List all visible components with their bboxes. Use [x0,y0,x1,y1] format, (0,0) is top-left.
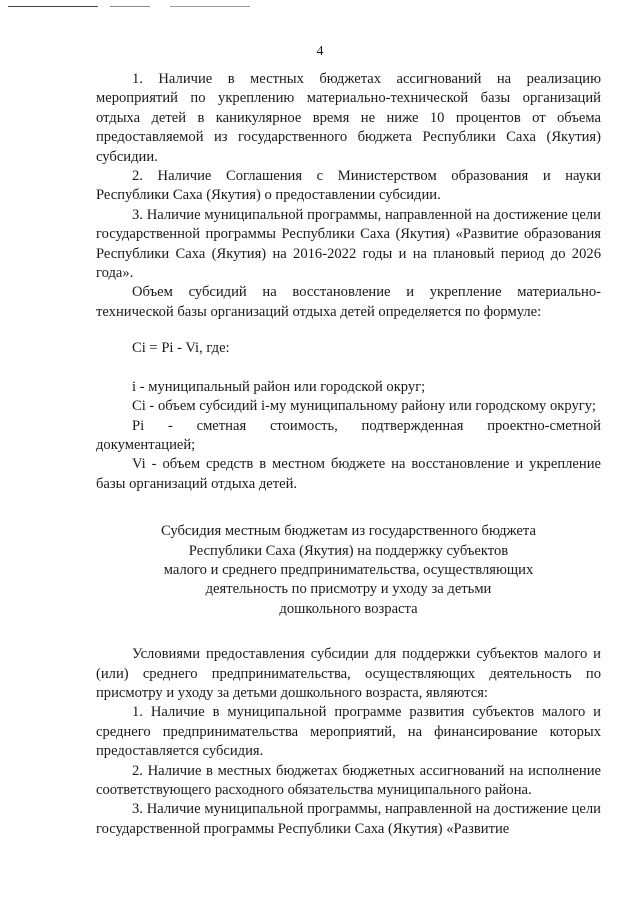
section-heading-line: Субсидия местным бюджетам из государственного бюджета [161,523,536,540]
paragraph-condition-1: 1. Наличие в местных бюджетах ассигнований на реализацию мероприятий по укреплению материально-технической базы организаций отдыха детей в каникулярное время не ниже 10 процентов от объема предоставляемой из государственного бюджета Республики Саха (Якутия) субсидии. [96,71,601,165]
paragraph-sme-condition-2: 2. Наличие в местных бюджетах бюджетных ассигнований на исполнение соответствующего расходного обязательства муниципального района. [96,762,601,798]
document-body [96,70,601,839]
definition-vi: Vi - объем средств в местном бюджете на восстановление и укрепление базы организаций отдыха детей. [96,456,601,492]
section-heading [96,522,601,619]
paragraph-sme-condition-1: 1. Наличие в муниципальной программе развития субъектов малого и среднего предпринимательства мероприятий, на финансирование которых предоставляется субсидия. [96,704,601,760]
definition-ci: Ci - объем субсидий i-му муниципальному району или городскому округу; [132,398,596,415]
scan-artifact-line [170,6,250,7]
paragraph-conditions-intro: Условиями предоставления субсидии для поддержки субъектов малого и (или) среднего предпринимательства, осуществляющих деятельность по присмотру и уходу за детьми дошкольного возраста, являются: [96,646,601,701]
paragraph-condition-3: 3. Наличие муниципальной программы, направленной на достижение цели государственной программы Республики Саха (Якутия) «Развитие образования Республики Саха (Якутия) на 2016-2022 годы и на плановый период до 2026 года». [96,206,601,282]
formula: Ci = Pi - Vi, где: [132,340,230,357]
paragraph-sme-condition-3: 3. Наличие муниципальной программы, направленной на достижение цели государственной программы Республики Саха (Якутия) «Развитие [96,801,601,837]
scan-artifact-line [8,6,98,7]
section-heading-line: Республики Саха (Якутия) на поддержку субъектов [188,542,509,559]
paragraph-condition-2: 2. Наличие Соглашения с Министерством образования и науки Республики Саха (Якутия) о предоставлении субсидии. [96,168,601,204]
definition-i: i - муниципальный район или городской округ; [132,378,426,395]
section-heading-line: дошкольного возраста [279,600,418,617]
definition-pi: Pi - сметная стоимость, подтвержденная проектно-сметной документацией; [96,417,601,453]
section-heading-line: деятельность по присмотру и уходу за детьми [205,581,492,598]
page-number: 4 [316,44,324,59]
scan-artifact-line [110,6,150,7]
section-heading-line: малого и среднего предпринимательства, осуществляющих [163,561,534,578]
paragraph-subsidy-volume: Объем субсидий на восстановление и укрепление материально-технической базы организаций отдыха детей определяется по формуле: [96,284,601,320]
